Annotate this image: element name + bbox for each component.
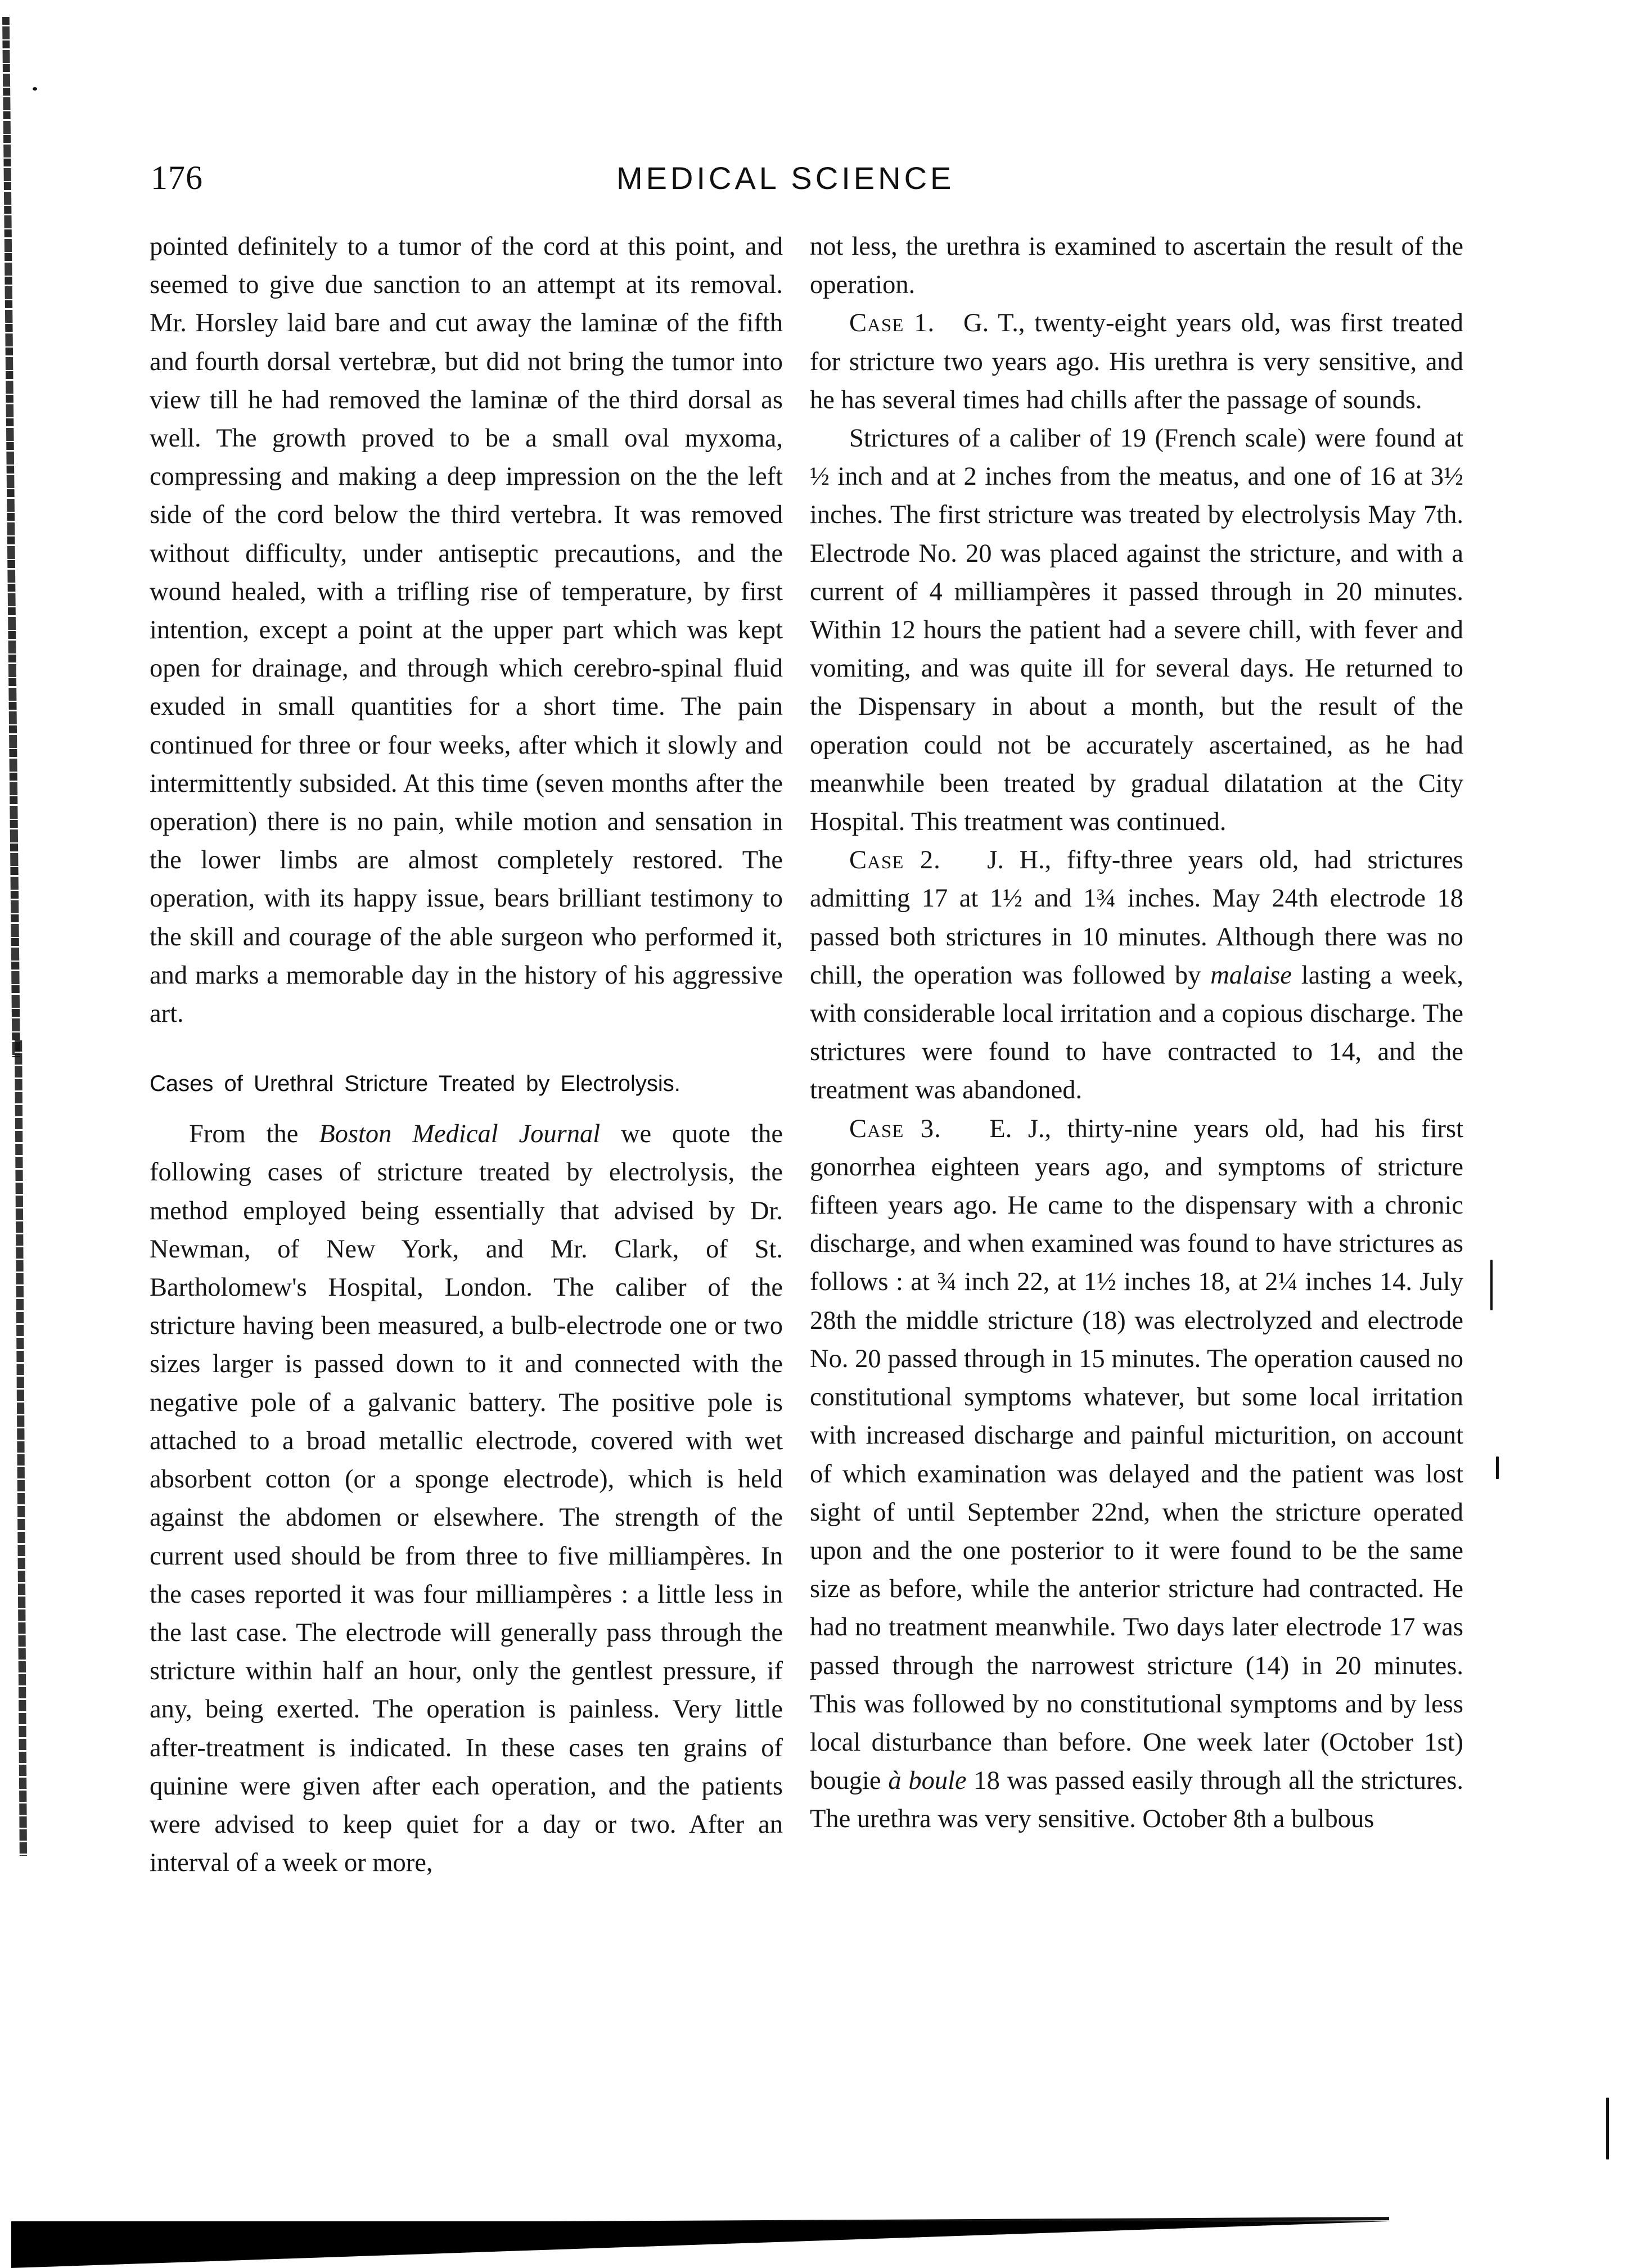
case-label: Case 1.	[849, 309, 935, 338]
journal-title: Boston Medical Journal	[319, 1120, 601, 1149]
italic-term: à boule	[888, 1766, 967, 1796]
scan-mark	[1606, 2098, 1609, 2159]
case-1-detail-paragraph: Strictures of a caliber of 19 (French scale) were found at ½ inch and at 2 inches from the meatus, and one of 16 at 3½ inches. The first stricture was treated by electrolysis May 7th. Electrode No. 20 was placed against the stricture, and with a current of 4 milliampères it passed through in 20 minutes. Within 12 hours the patient had a severe chill, with fever and vomiting, and was quite ill for several days. He returned to the Dispensary in about a month, but the result of the operation could not be accurately ascertained, as he had meanwhile been treated by gradual dilatation at the City Hospital. This treatment was continued.	[810, 424, 1463, 837]
case-2-paragraph	[810, 841, 1463, 1110]
section-heading: Cases of Urethral Stricture Treated by Electrolysis.	[150, 1071, 680, 1097]
page-number: 176	[151, 159, 203, 196]
scanner-edge-left-lower	[15, 1040, 27, 1856]
text-span: G. T., twenty-eight years old, was first treated for stricture two years ago. His urethra is very sensitive, and he has several times had chills after the passage of sounds.	[810, 309, 1463, 414]
text-span: lasting a week, with considerable local irritation and a copious discharge. The strictures were found to have contracted to 14, and the treatment was abandoned.	[810, 961, 1463, 1105]
intro-paragraph	[150, 1115, 783, 1882]
scanner-edge-left	[2, 17, 20, 1057]
case-1-paragraph	[810, 304, 1463, 420]
italic-term: malaise	[1210, 961, 1292, 990]
case-3-paragraph	[810, 1110, 1463, 1839]
running-head: MEDICAL SCIENCE	[616, 160, 955, 196]
case-label: Case 2.	[849, 846, 941, 875]
scan-mark	[1496, 1457, 1499, 1479]
continued-paragraph: not less, the urethra is examined to ascertain the result of the operation.	[810, 232, 1463, 300]
case-label: Case 3.	[849, 1114, 941, 1143]
scan-mark	[1490, 1260, 1493, 1310]
left-column	[150, 228, 783, 1882]
scan-speck	[33, 87, 37, 91]
text-span: we quote the following cases of stricture treated by electrolysis, the method employed being essentially that advised by Dr. Newman, of New York, and Mr. Clark, of St. Bartholomew's Hospital, London. The caliber of the stricture having been measured, a bulb-electrode one or two sizes larger is passed down to it and connected with the negative pole of a galvanic battery. The positive pole is attached to a broad metallic electrode, covered with wet absorbent cotton (or a sponge electrode), which is held against the abdomen or elsewhere. The strength of the current used should be from three to five milliampères. In the cases reported it was four milliampères : a little less in the last case. The electrode will generally pass through the stricture within half an hour, only the gentlest pressure, if any, being exerted. The operation is painless. Very little after-treatment is indicated. In these cases ten grains of quinine were given after each operation, and the patients were advised to keep quiet for a day or two. After an interval of a week or more,	[150, 1120, 783, 1878]
continued-paragraph: pointed definitely to a tumor of the cord at this point, and seemed to give due sanction to an attempt at its removal. Mr. Horsley laid bare and cut away the laminæ of the fifth and fourth dorsal vertebræ, but did not bring the tumor into view till he had removed the laminæ of the third dorsal as well. The growth proved to be a small oval myxoma, compressing and making a deep impression on the the left side of the cord below the third vertebra. It was removed without difficulty, under antiseptic precautions, and the wound healed, with a trifling rise of temperature, by first intention, except a point at the upper part which was kept open for drainage, and through which cerebro-spinal fluid exuded in small quantities for a short time. The pain continued for three or four weeks, after which it slowly and intermittently subsided. At this time (seven months after the operation) there is no pain, while motion and sensation in the lower limbs are almost completely restored. The operation, with its happy issue, bears brilliant testimony to the skill and courage of the able surgeon who performed it, and marks a memorable day in the history of his aggressive art.	[150, 232, 783, 1029]
text-span: J. H., fifty-three years old, had strictures admitting 17 at 1½ and 1¾ inches. May 24th electrode 18 passed both strictures in 10 minutes. Although there was no chill, the operation was followed by	[810, 846, 1463, 990]
text-span: 18 was passed easily through all the strictures. The urethra was very sensitive. October 8th a bulbous	[810, 1766, 1464, 1834]
text-span: From the	[189, 1120, 319, 1149]
right-column	[810, 228, 1463, 1839]
scanner-edge-bottom	[11, 2221, 1389, 2268]
text-span: E. J., thirty-nine years old, had his first gonorrhea eighteen years ago, and symptoms of stricture fifteen years ago. He came to the dispensary with a chronic discharge, and when examined was found to have strictures as follows : at ¾ inch 22, at 1½ inches 18, at 2¼ inches 14. July 28th the middle stricture (18) was electrolyzed and electrode No. 20 passed through in 15 minutes. The operation caused no constitutional symptoms whatever, but some local irritation with increased discharge and painful micturition, on account of which examination was delayed and the patient was lost sight of until September 22nd, when the stricture operated upon and the one posterior to it were found to be the same size as before, while the anterior stricture had contracted. He had no treatment meanwhile. Two days later electrode 17 was passed through the narrowest stricture (14) in 20 minutes. This was followed by no constitutional symptoms and by less local disturbance than before. One week later (October 1st) bougie	[810, 1114, 1464, 1796]
